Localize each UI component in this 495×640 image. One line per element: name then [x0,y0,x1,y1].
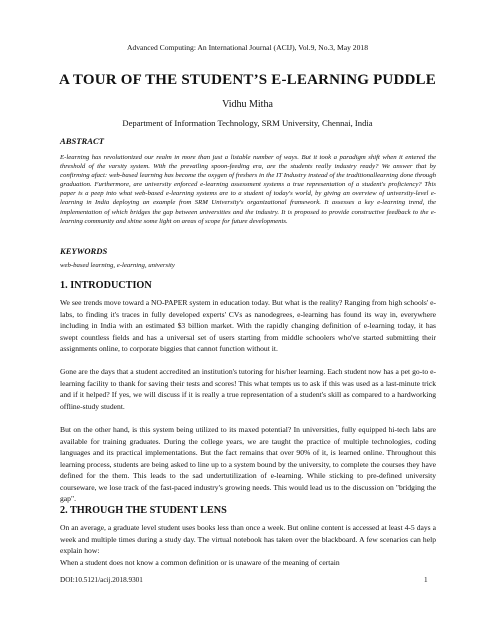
section-1-heading: 1. INTRODUCTION [60,280,152,291]
paper-title: A TOUR OF THE STUDENT’S E-LEARNING PUDDLE [59,72,436,88]
section-1-paragraph-1: We see trends move toward a NO-PAPER system in education today. But what is the reality? Ranging from high schools' e-labs, to finding it's traces in fully developed experts' CVs as nanodegrees, e-learning has found its way in, everywhere including in India with an estimated $3 billion market. With the rapidly changing definition of e-learning today, it has swept countless fields and has a universal set of users starting from middle schoolers who've started submitting their assignments online, to corporate biggies that cannot function without it. [60,298,436,353]
section-2-paragraph-2: When a student does not know a common definition or is unaware of the meaning of certain [60,558,340,567]
abstract-text: E-learning has revolutionized our realm in more than just a listable number of ways. But it took a paradigm shift when it entered the threshold of the varsity system. With the prevailing spoon-feeding era, are the students really industry ready? We answer that by confirming afact: web-based learning has become the oxygen of freshers in the IT Industry instead of the traditionallearning done through graduation. Furthermore, are university enforced e-learning assessment systems a true representation of a student's proficiency? This paper is a peep into what web-based e-learning systems are to a student of today's world, by giving an overview of university-level e-learning in India deploying an example from SRM University's organizational framework. It assesses a key e-learning trend, the implementation of which bridges the gap between universities and the industry. It is proposed to provide constructive feedback to the e-learning community and shine some light on areas of scope for future developments. [60,154,436,225]
page-number: 1 [424,576,428,584]
section-1-paragraph-2: Gone are the days that a student accredited an institution's tutoring for his/her learning. Each student now has a pet go-to e-learning facility to thank for saving their tests and scores! This what tempts us to ask if this was used as a last-minute trick and if it helped? If yes, we will discuss if it is really a true representation of a student's skill as compared to a hardworking offline-study student. [60,367,436,411]
doi-footer: DOI:10.5121/acij.2018.9301 [60,576,143,584]
keywords-text: web-based learning, e-learning, university [60,262,175,269]
journal-header: Advanced Computing: An International Journal (ACIJ), Vol.9, No.3, May 2018 [126,43,368,52]
author-name: Vidhu Mitha [222,99,273,110]
keywords-heading: KEYWORDS [60,246,108,256]
author-affiliation: Department of Information Technology, SRM University, Chennai, India [122,118,373,128]
section-2-heading: 2. THROUGH THE STUDENT LENS [60,505,227,516]
abstract-heading: ABSTRACT [60,136,104,146]
section-1-paragraph-3: But on the other hand, is this system being utilized to its maxed potential? In universities, fully equipped hi-tech labs are available for training graduates. During the college years, we are taught the practice of multiple technologies, coding languages and its practical implementations. But the fact remains that over 90% of it, is learned online. Throughout this learning process, students are being asked to line up to a system bound by the university, to complete the courses they have defined for the them. This leads to the sad undertutilization of e-learning. While sticking to pre-defined university courseware, we lose track of the fast-paced industry's growing needs. This would lead us to the discussion on "bridging the gap". [60,425,436,503]
section-2-paragraph-1: On an average, a graduate level student uses books less than once a week. But online content is accessed at least 4-5 days a week and multiple times during a study day. The virtual notebook has taken over the blackboard. A few scenarios can help explain how: [60,523,436,555]
